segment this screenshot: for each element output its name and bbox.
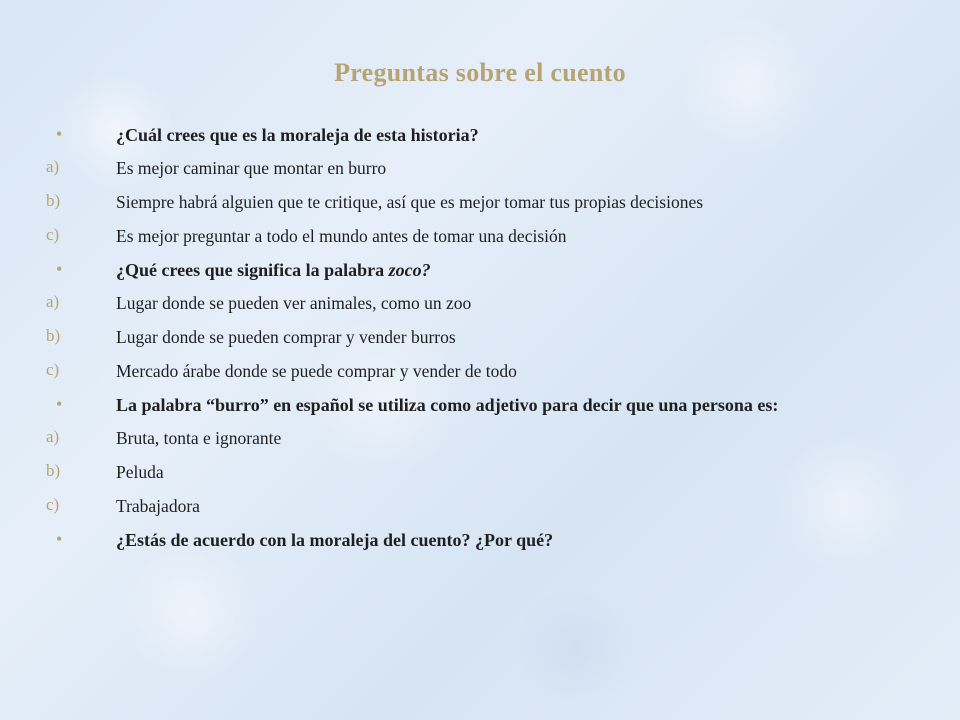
question-item [44, 257, 914, 283]
answer-text: Trabajadora [116, 496, 200, 516]
bullet-icon: • [56, 394, 63, 414]
answer-option [44, 223, 914, 249]
question-text: La palabra “burro” en español se utiliza como adjetivo para decir que una persona es: [116, 395, 779, 415]
answer-letter: a) [46, 292, 60, 311]
bullet-icon: • [56, 124, 63, 144]
answer-option [44, 358, 914, 384]
answer-letter: c) [46, 360, 60, 379]
question-item [44, 122, 914, 148]
answer-option [44, 324, 914, 350]
answer-text: Es mejor caminar que montar en burro [116, 158, 387, 178]
answer-text: Es mejor preguntar a todo el mundo antes de tomar una decisión [116, 226, 567, 246]
answer-letter: b) [46, 191, 61, 210]
answer-text: Lugar donde se pueden ver animales, como un zoo [116, 293, 472, 313]
bullet-icon: • [56, 259, 63, 279]
answer-text: Siempre habrá alguien que te critique, así que es mejor tomar tus propias decisiones [116, 192, 704, 212]
question-text [116, 257, 914, 283]
answer-option [44, 425, 914, 451]
answer-option [44, 459, 914, 485]
answer-letter: b) [46, 461, 61, 480]
answer-text: Peluda [116, 462, 164, 482]
question-text-main: ¿Qué crees que significa la palabra [116, 260, 389, 280]
answer-text: Lugar donde se pueden comprar y vender burros [116, 327, 456, 347]
answer-option [44, 290, 914, 316]
question-item [44, 392, 914, 418]
question-text: ¿Cuál crees que es la moraleja de esta historia? [116, 125, 479, 145]
answer-option [44, 493, 914, 519]
question-item [44, 527, 914, 553]
bullet-icon: • [56, 529, 63, 549]
answer-text: Mercado árabe donde se puede comprar y vender de todo [116, 361, 517, 381]
answer-letter: c) [46, 495, 60, 514]
answer-option [44, 189, 914, 215]
answer-letter: b) [46, 326, 61, 345]
answer-option [44, 155, 914, 181]
question-list [44, 122, 914, 560]
answer-letter: c) [46, 225, 60, 244]
question-text-emphasis: zoco? [388, 260, 431, 280]
answer-letter: a) [46, 427, 60, 446]
question-text: ¿Estás de acuerdo con la moraleja del cuento? ¿Por qué? [116, 530, 554, 550]
answer-text: Bruta, tonta e ignorante [116, 428, 282, 448]
answer-letter: a) [46, 157, 60, 176]
slide-title: Preguntas sobre el cuento [334, 58, 626, 87]
